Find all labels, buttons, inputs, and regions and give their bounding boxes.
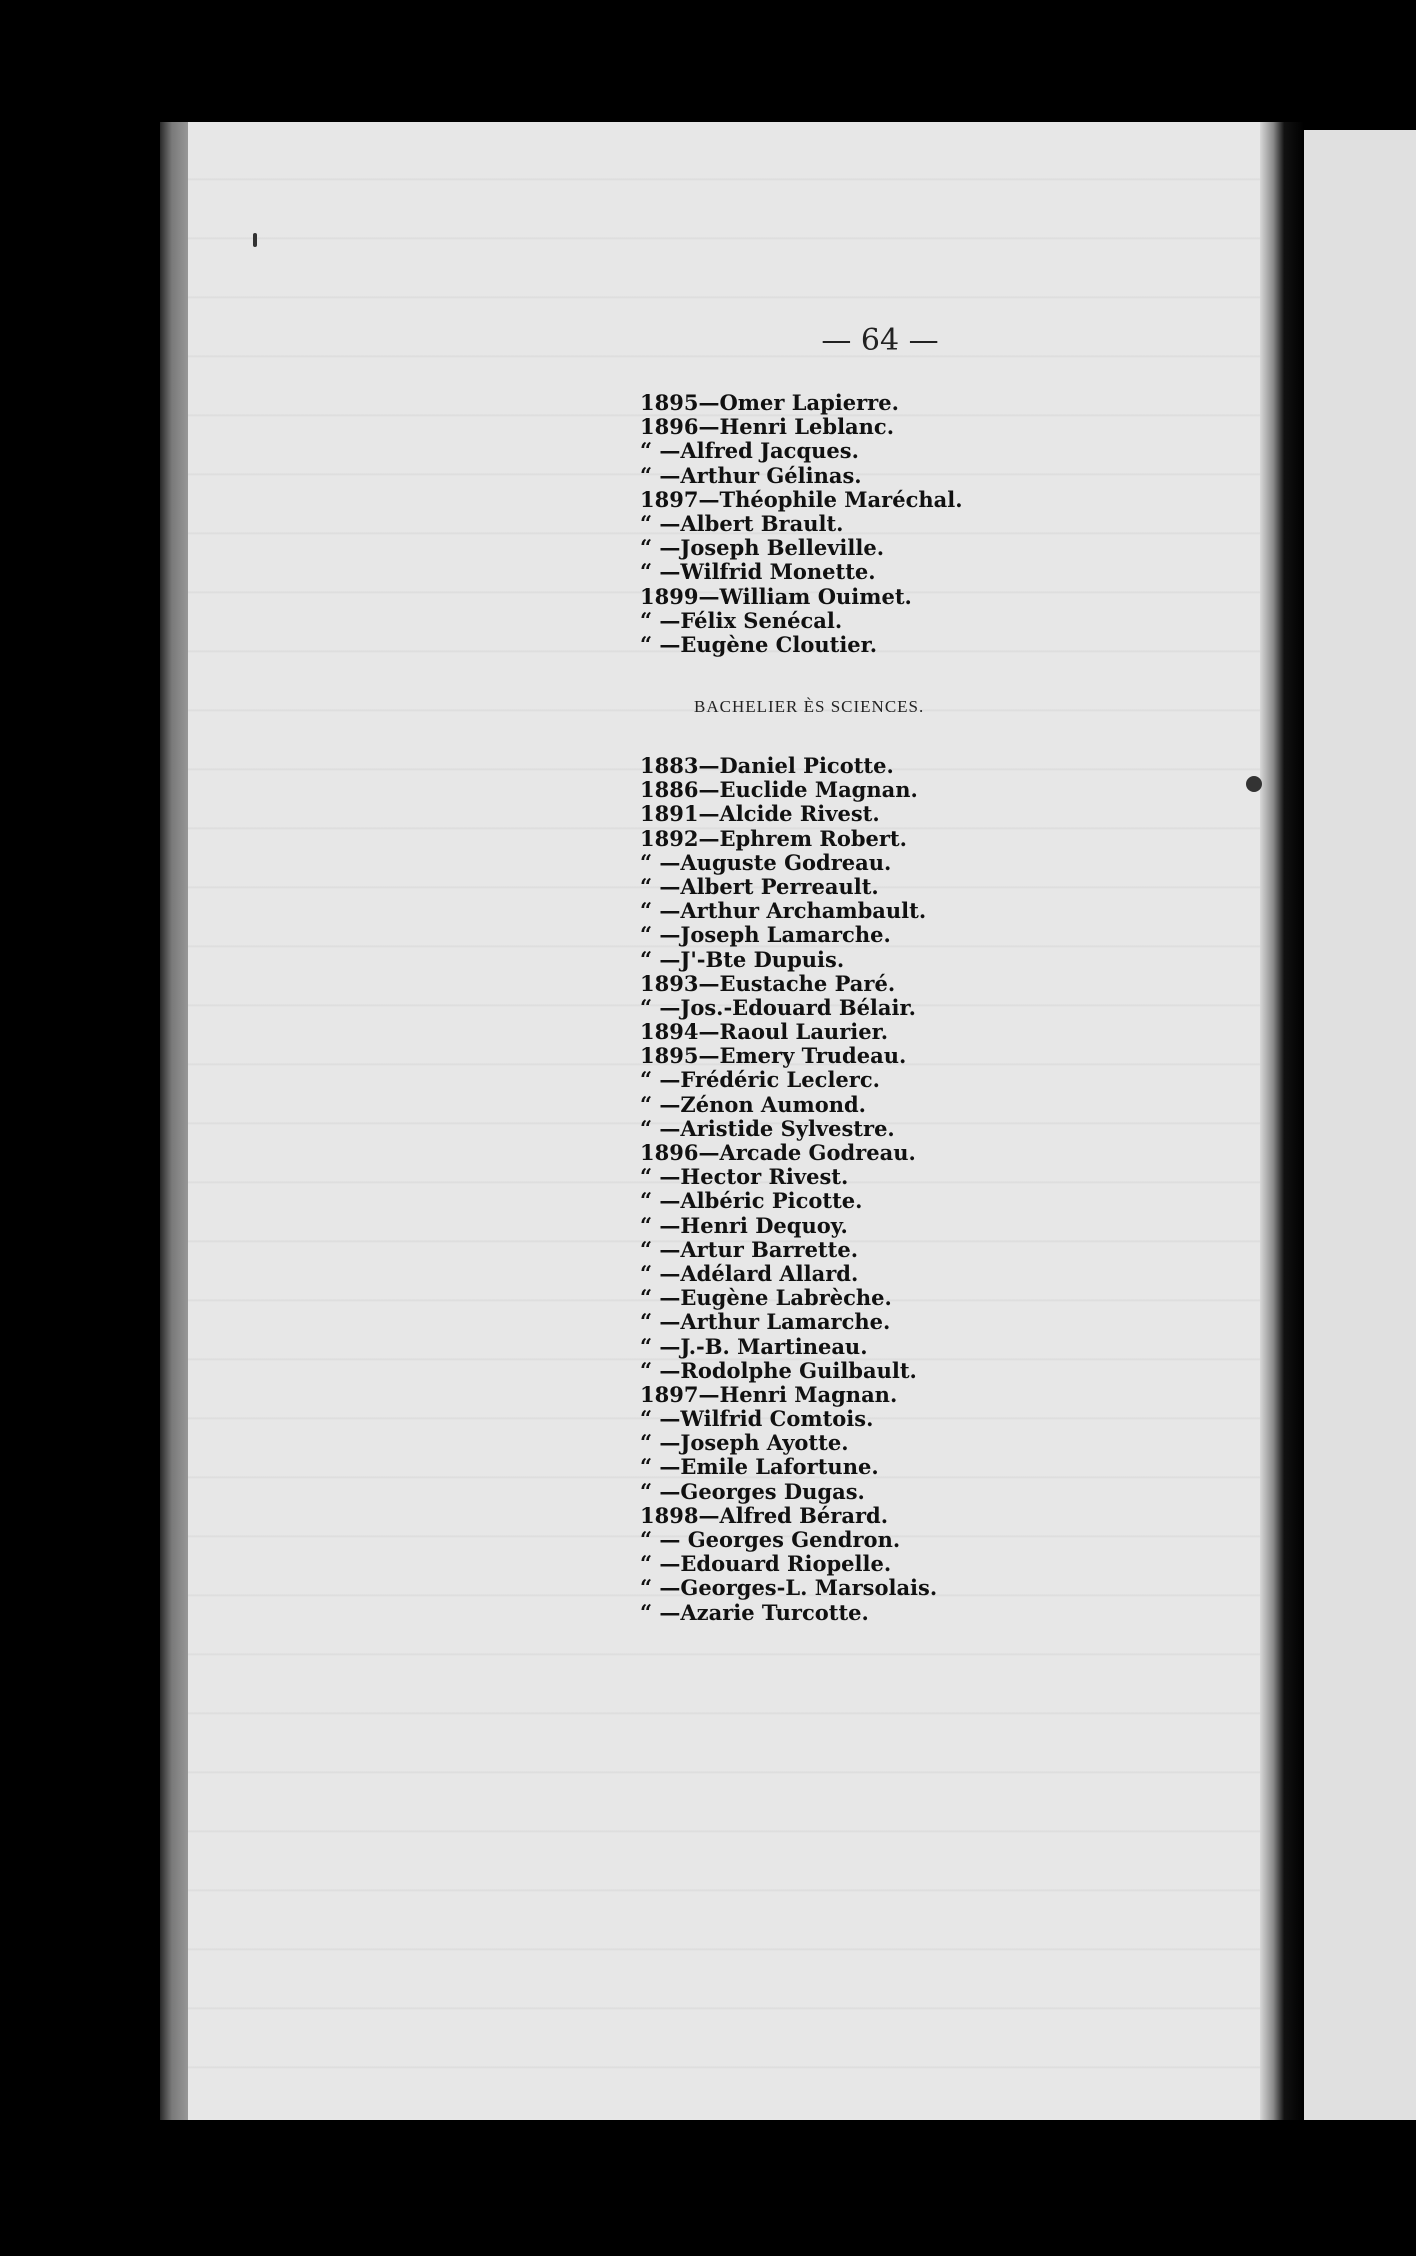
list-item: 1896—Henri Leblanc. [640,414,895,440]
list-item: “ —Arthur Gélinas. [640,462,862,488]
list-item: 1895—Emery Trudeau. [640,1043,907,1069]
list-item: 1897—Henri Magnan. [640,1381,898,1407]
list-item: “ —J.-B. Martineau. [640,1333,868,1359]
graduate-list-sciences [640,754,1200,1625]
list-item: 1893—Eustache Paré. [640,970,896,996]
list-item: “ —Joseph Lamarche. [640,922,891,948]
list-item: “ —Georges Dugas. [640,1478,865,1504]
list-item: “ —J'-Bte Dupuis. [640,946,845,972]
list-item: 1894—Raoul Laurier. [640,1019,889,1045]
list-item: “ —Wilfrid Monette. [640,559,876,585]
list-item: 1896—Arcade Godreau. [640,1140,916,1165]
list-item: 1899—William Ouimet. [640,583,912,609]
list-item: “ —Georges-L. Marsolais. [640,1575,938,1601]
graduate-list-top [640,391,1200,657]
list-item: 1892—Ephrem Robert. [640,825,907,851]
list-item: “ —Rodolphe Guilbault. [640,1357,917,1383]
list-item: “ —Jos.-Edouard Bélair. [640,994,916,1020]
list-item: “ —Eugène Labrèche. [640,1285,892,1311]
page-number: — 64 — [821,323,939,358]
list-item: 1897—Théophile Maréchal. [640,486,963,512]
ink-spot [1246,776,1262,792]
list-item: “ —Joseph Belleville. [640,535,885,561]
list-item: “ —Edouard Riopelle. [640,1551,892,1577]
list-item: “ —Hector Rivest. [640,1164,849,1190]
section-heading: BACHELIER ÈS SCIENCES. [694,697,925,716]
list-item: “ —Joseph Ayotte. [640,1430,849,1456]
list-item: “ —Artur Barrette. [640,1236,859,1262]
page-edge [160,122,190,2120]
list-item: “ —Wilfrid Comtois. [640,1406,874,1432]
list-item: “ —Albéric Picotte. [640,1188,863,1214]
list-item: 1898—Alfred Bérard. [640,1502,889,1528]
list-item: “ —Alfred Jacques. [640,438,859,464]
list-item: “ —Adélard Allard. [640,1260,859,1286]
list-item: “ —Félix Senécal. [640,607,843,633]
list-item: “ —Arthur Lamarche. [640,1309,891,1335]
list-item: “ —Auguste Godreau. [640,849,892,875]
ink-mark [253,233,257,247]
list-item: “ —Azarie Turcotte. [640,1599,869,1625]
list-item: “ —Eugène Cloutier. [640,631,878,657]
list-item: “ —Zénon Aumond. [640,1091,866,1117]
list-item: 1891—Alcide Rivest. [640,801,880,827]
list-item: 1895—Omer Lapierre. [640,390,899,415]
book-gutter [1260,122,1304,2120]
list-item: “ —Albert Brault. [640,510,844,536]
list-item: “ —Arthur Archambault. [640,898,927,924]
list-item: “ —Aristide Sylvestre. [640,1115,895,1141]
facing-page-edge [1304,130,1416,2120]
list-item: 1886—Euclide Magnan. [640,777,918,803]
list-item: “ —Frédéric Leclerc. [640,1067,880,1093]
list-item: “ —Albert Perreault. [640,873,879,899]
list-item: “ — Georges Gendron. [640,1527,901,1552]
list-item: “ —Henri Dequoy. [640,1212,848,1238]
list-item: 1883—Daniel Picotte. [640,753,894,778]
list-item: “ —Emile Lafortune. [640,1454,879,1480]
